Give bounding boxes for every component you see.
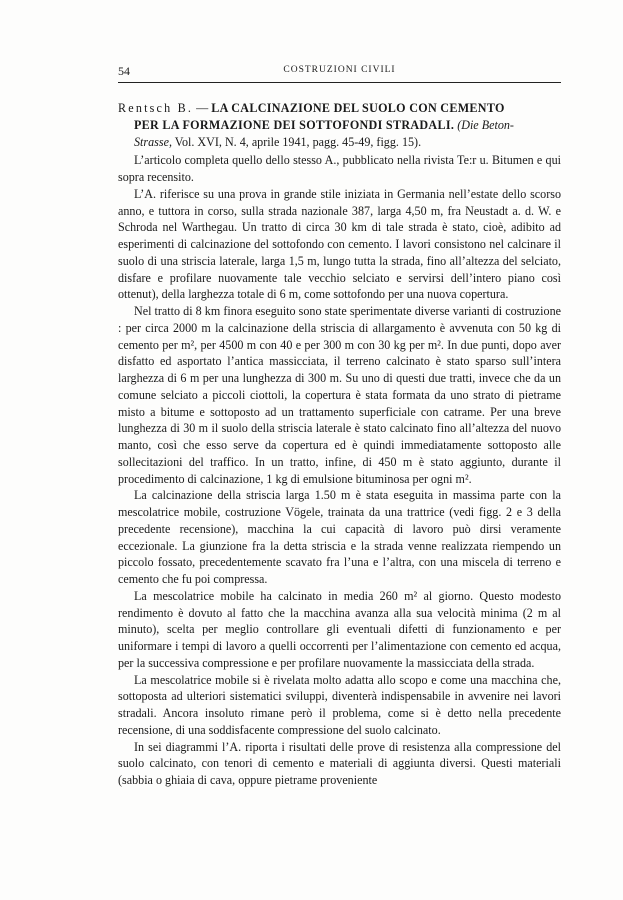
header-rule (118, 82, 561, 83)
review-source-title-a: (Die Beton- (457, 117, 514, 132)
paragraph-4: La calcinazione della striscia larga 1.50 m è stata eseguita in massima parte con la mescolatrice mobile, costruzione Vögele, trainata da una trattrice (vedi figg. 2 e 3 della precedente recensione), macchina la cui capacità di lavoro può dirsi veramente eccezionale. La giunzione fra la detta striscia e la strada venne realizzata riempendo un piccolo fossato, precedentemente scavato fra l’una e l’altra, con una miscela di terreno e cemento che fu poi compressa. (118, 488, 561, 586)
review-author: Rentsch B. (118, 101, 194, 115)
article-body (118, 100, 561, 789)
review-source-row (118, 134, 561, 151)
paragraph-2: L’A. riferisce su una prova in grande stile iniziata in Germania nell’estate dello scorso anno, e tuttora in corso, sulla strada nazionale 387, larga 4,50 m, fra Neustadt a. d. W. e Schroda nel Warthegau. Un tratto di circa 30 km di tale strada è stato, cioè, adibito ad esperimenti di calcinazione del sottofondo con cemento. I lavori consistono nel calcinare il suolo di una striscia laterale, larga 1,5 m, lungo tutta la strada, fino all’altezza del selciato, disfare e profilare nuovamente tale vecchio selciato e servirsi dell’intero piano così ottenut), della larghezza totale di 6 m, come sottofondo per una nuova copertura. (118, 186, 561, 302)
review-title-line2: PER LA FORMAZIONE DEI SOTTOFONDI STRADALI. (134, 117, 455, 132)
review-source-details: Vol. XVI, N. 4, aprile 1941, pagg. 45-49, figg. 15). (171, 134, 422, 149)
review-heading (118, 100, 561, 150)
paragraph-7: In sei diagrammi l’A. riporta i risultati delle prove di resistenza alla compressione del suolo calcinato, con tenori di cemento e materiali di aggiunta diversi. Questi materiali (sabbia o ghiaia di cava, oppure pietrame proveniente (118, 739, 561, 787)
running-title: COSTRUZIONI CIVILI (283, 65, 396, 75)
review-source-title-b: Strasse, (134, 134, 172, 149)
paragraph-1: L’articolo completa quello dello stesso A., pubblicato nella rivista Te:r u. Bitumen e qui sopra recensito. (118, 153, 561, 184)
paragraph-5: La mescolatrice mobile ha calcinato in media 260 m² al giorno. Questo modesto rendimento è dovuto al fatto che la macchina avanza alla sua velocità minima (2 m al minuto), scelta per meglio controllare gli eventuali difetti di funzionamento e per uniformare i tempi di lavoro a quelli occorrenti per l’alimentazione con cemento ed acqua, per la successiva compressione e per profilare nuovamente la massicciata della strada. (118, 588, 561, 670)
paragraph-6: La mescolatrice mobile si è rivelata molto adatta allo scopo e come una macchina che, sottoposta ad ulteriori sistematici sviluppi, diventerà indispensabile in avvenire nei lavori stradali. Ancora insoluto rimane però il problema, come si è detto nella precedente recensione, di una soddisfacente compressione del suolo calcinato. (118, 672, 561, 737)
review-title-line1: LA CALCINAZIONE DEL SUOLO CON CEMENTO (211, 101, 505, 115)
review-dash: — (193, 101, 212, 115)
paragraph-3: Nel tratto di 8 km finora eseguito sono state sperimentate diverse varianti di costruzione : per circa 2000 m la calcinazione della striscia di allargamento è avvenuta con 50 kg di cemento per m², per 4500 m con 40 e per 300 m con 30 kg per m². In due punti, dopo aver disfatto ed asportato l’antica massicciata, il terreno calcinato è stato sparso sull’intera larghezza di 6 m per una lunghezza di 300 m. Su uno di questi due tratti, invece che da un comune selciato a piccoli ciottoli, la copertura è stata formata da uno strato di pietrame misto a bitume e sottoposto ad un trattamento superficiale con catrame. Per una breve lunghezza di 30 m il suolo della striscia laterale è stato calcinato fino all’altezza del nuovo manto, così che esso serve da copertura ed è quindi immediatamente sottoposto alle sollecitazioni del traffico. In un tratto, infine, di 450 m è stato aggiunto, durante il procedimento di calcinazione, 1 kg di emulsione bituminosa per ogni m². (118, 304, 561, 486)
page-header (118, 64, 561, 82)
review-title-line2-row (118, 117, 561, 134)
page-number: 54 (118, 64, 130, 78)
